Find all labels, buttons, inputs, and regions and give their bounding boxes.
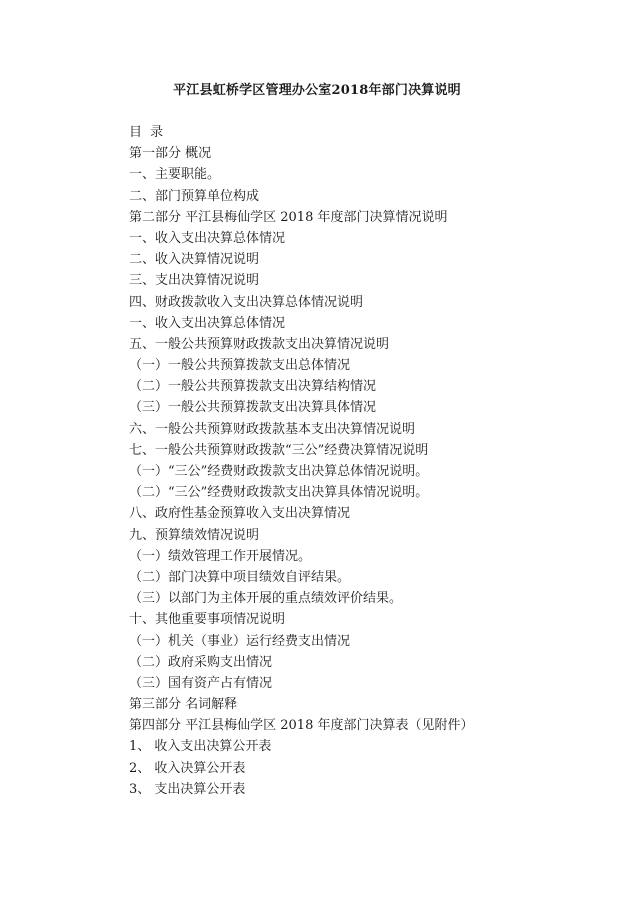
toc-item: （三）一般公共预算拨款支出决算具体情况 bbox=[129, 400, 377, 416]
toc-item: 一、收入支出决算总体情况 bbox=[129, 315, 286, 331]
toc-item: 第一部分 概况 bbox=[129, 146, 212, 162]
table-of-contents bbox=[129, 122, 473, 800]
toc-item: （一）绩效管理工作开展情况。 bbox=[129, 548, 312, 564]
toc-heading: 目 录 bbox=[129, 125, 166, 140]
toc-item: 七、一般公共预算财政拨款“三公”经费决算情况说明 bbox=[129, 442, 429, 458]
toc-item: （二）政府采购支出情况 bbox=[129, 654, 273, 670]
toc-item: 三、支出决算情况说明 bbox=[129, 273, 260, 289]
toc-item: （二）一般公共预算拨款支出决算结构情况 bbox=[129, 379, 377, 395]
toc-item: （二）“三公”经费财政拨款支出决算具体情况说明。 bbox=[129, 485, 429, 501]
toc-item: 二、收入决算情况说明 bbox=[129, 252, 260, 268]
toc-item: 第三部分 名词解释 bbox=[129, 697, 238, 713]
document-title: 平江县虹桥学区管理办公室2018年部门决算说明 bbox=[173, 83, 461, 98]
toc-item: 九、预算绩效情况说明 bbox=[129, 527, 260, 543]
toc-item: 二、部门预算单位构成 bbox=[129, 188, 260, 204]
toc-item: （一）“三公”经费财政拨款支出决算总体情况说明。 bbox=[129, 464, 429, 479]
toc-item: （一）机关（事业）运行经费支出情况 bbox=[129, 633, 351, 649]
toc-item: （三）以部门为主体开展的重点绩效评价结果。 bbox=[129, 591, 403, 607]
toc-item: （三）国有资产占有情况 bbox=[129, 675, 273, 691]
toc-item: 一、收入支出决算总体情况 bbox=[129, 230, 286, 246]
toc-item: 2、 收入决算公开表 bbox=[129, 760, 246, 776]
toc-item: 一、主要职能。 bbox=[129, 167, 221, 183]
toc-item: 第二部分 平江县梅仙学区 2018 年度部门决算情况说明 bbox=[129, 209, 448, 225]
toc-item: 1、 收入支出决算公开表 bbox=[129, 739, 272, 755]
toc-item: （一）一般公共预算拨款支出总体情况 bbox=[129, 358, 351, 374]
toc-item: 四、财政拨款收入支出决算总体情况说明 bbox=[129, 294, 364, 310]
toc-item: （二）部门决算中项目绩效自评结果。 bbox=[129, 569, 351, 585]
toc-item: 八、政府性基金预算收入支出决算情况 bbox=[129, 506, 351, 522]
toc-item: 第四部分 平江县梅仙学区 2018 年度部门决算表（见附件） bbox=[129, 718, 474, 734]
toc-item: 五、一般公共预算财政拨款支出决算情况说明 bbox=[129, 336, 390, 352]
toc-item: 六、一般公共预算财政拨款基本支出决算情况说明 bbox=[129, 421, 416, 437]
toc-item: 3、 支出决算公开表 bbox=[129, 781, 246, 797]
toc-item: 十、其他重要事项情况说明 bbox=[129, 612, 286, 628]
